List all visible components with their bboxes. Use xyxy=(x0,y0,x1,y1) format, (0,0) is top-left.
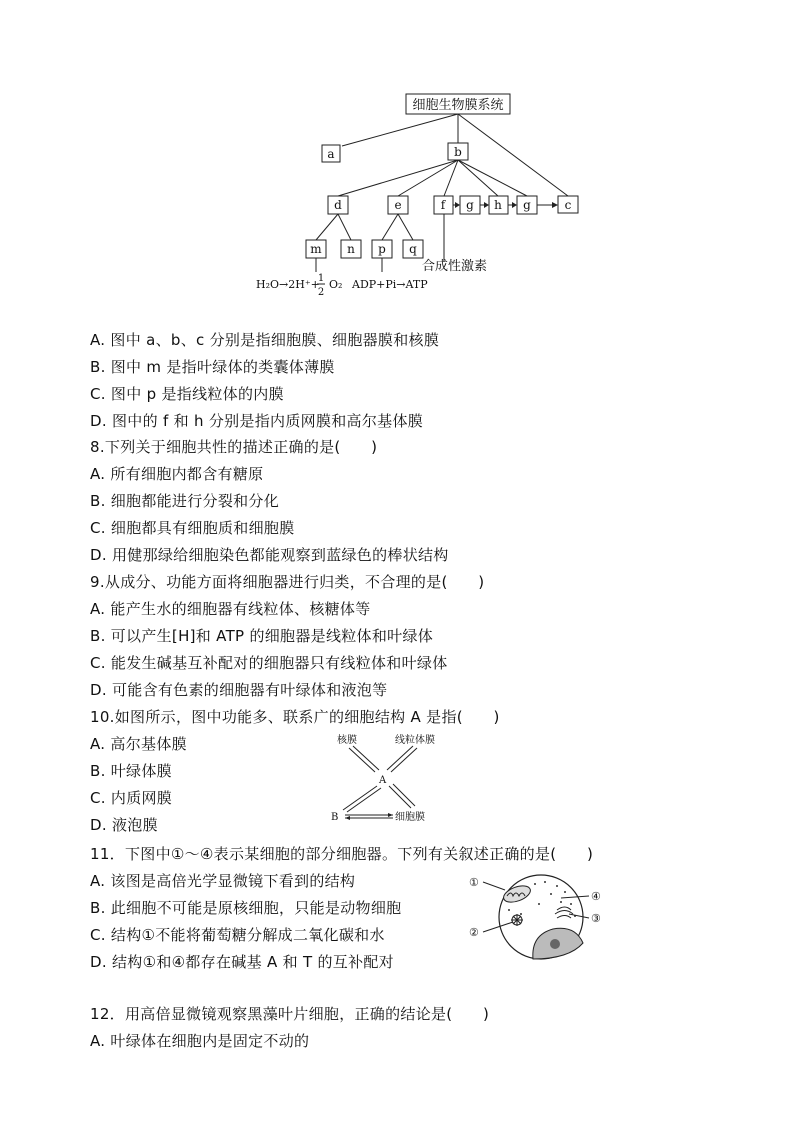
q8-stem: 8.下列关于细胞共性的描述正确的是( ) xyxy=(90,438,378,456)
node-q-label: q xyxy=(409,242,417,256)
node-m-label: m xyxy=(310,242,322,256)
q8-option-d: D. 用健那绿给细胞染色都能观察到蓝绿色的棒状结构 xyxy=(90,546,449,564)
q9-option-c: C. 能发生碱基互补配对的细胞器只有线粒体和叶绿体 xyxy=(90,654,448,672)
q7-option-c: C. 图中 p 是指线粒体的内膜 xyxy=(90,385,284,403)
node-m xyxy=(306,240,326,258)
q10-nuclear-label: 核膜 xyxy=(337,735,357,746)
node-e-label: e xyxy=(394,198,402,212)
q7-option-b: B. 图中 m 是指叶绿体的类囊体薄膜 xyxy=(90,358,335,376)
q10-option-d: D. 液泡膜 xyxy=(90,816,158,834)
q9-stem: 9.从成分、功能方面将细胞器进行归类，不合理的是( ) xyxy=(90,573,485,591)
node-g-first xyxy=(460,196,480,214)
q10-center-label: A xyxy=(379,775,387,786)
q8-option-b: B. 细胞都能进行分裂和分化 xyxy=(90,492,280,510)
node-e xyxy=(388,196,408,214)
q12-option-a: A. 叶绿体在细胞内是固定不动的 xyxy=(90,1032,310,1050)
q8-option-c: C. 细胞都具有细胞质和细胞膜 xyxy=(90,519,295,537)
node-f-label: f xyxy=(440,198,446,212)
node-d-label: d xyxy=(334,198,342,212)
node-h-label: h xyxy=(494,198,502,212)
label-1: ① xyxy=(469,876,479,889)
hormone-label: 合成性激素 xyxy=(422,259,488,274)
node-h xyxy=(489,196,508,214)
oxygen-label: O₂ xyxy=(329,278,343,291)
q7-option-a: A. 图中 a、b、c 分别是指细胞膜、细胞器膜和核膜 xyxy=(90,331,440,349)
node-b-label: b xyxy=(454,145,462,159)
q9-option-b: B. 可以产生[H]和 ATP 的细胞器是线粒体和叶绿体 xyxy=(90,627,434,645)
reaction-p: ADP+Pi→ATP xyxy=(352,278,428,291)
fraction-denominator: 2 xyxy=(317,287,325,298)
q10-cell-label: 细胞膜 xyxy=(395,812,425,823)
q11-option-c: C. 结构①不能将葡萄糖分解成二氧化碳和水 xyxy=(90,926,385,944)
q9-option-a: A. 能产生水的细胞器有线粒体、核糖体等 xyxy=(90,600,371,618)
q11-option-d: D. 结构①和④都存在碱基 A 和 T 的互补配对 xyxy=(90,953,394,971)
node-d xyxy=(328,196,348,214)
node-n-label: n xyxy=(347,242,355,256)
membrane-system-diagram xyxy=(0,0,794,300)
label-3: ③ xyxy=(591,912,601,925)
q8-option-a: A. 所有细胞内都含有糖原 xyxy=(90,465,264,483)
q10-diagram xyxy=(325,730,465,830)
q7-option-d: D. 图中的 f 和 h 分别是指内质网膜和高尔基体膜 xyxy=(90,412,424,430)
q10-option-c: C. 内质网膜 xyxy=(90,789,173,807)
node-c xyxy=(558,196,578,213)
root-node xyxy=(406,94,510,114)
reaction-m-left: H₂O→2H⁺+ xyxy=(256,278,320,291)
node-b xyxy=(448,143,468,160)
label-4: ④ xyxy=(591,890,601,903)
q11-option-a: A. 该图是高倍光学显微镜下看到的结构 xyxy=(90,872,356,890)
node-g-first-label: g xyxy=(466,198,474,212)
node-n xyxy=(341,240,361,258)
fraction-numerator: 1 xyxy=(317,273,325,284)
q10-mito-label: 线粒体膜 xyxy=(395,735,435,746)
node-a xyxy=(322,145,340,162)
node-g-second xyxy=(517,196,537,214)
q11-option-b: B. 此细胞不可能是原核细胞，只能是动物细胞 xyxy=(90,899,402,917)
q10-stem: 10.如图所示，图中功能多、联系广的细胞结构 A 是指( ) xyxy=(90,708,500,726)
node-f xyxy=(434,196,453,214)
q10-option-a: A. 高尔基体膜 xyxy=(90,735,187,753)
q11-stem: 11．下图中①～④表示某细胞的部分细胞器。下列有关叙述正确的是( ) xyxy=(90,845,594,863)
label-2: ② xyxy=(469,926,479,939)
q10-option-b: B. 叶绿体膜 xyxy=(90,762,172,780)
cell-organelle-diagram xyxy=(465,874,615,964)
root-label: 细胞生物膜系统 xyxy=(412,98,504,113)
node-c-label: c xyxy=(564,198,572,212)
node-p-label: p xyxy=(378,242,386,256)
q9-option-d: D. 可能含有色素的细胞器有叶绿体和液泡等 xyxy=(90,681,388,699)
q12-stem: 12．用高倍显微镜观察黑藻叶片细胞，正确的结论是( ) xyxy=(90,1005,490,1023)
q10-b-label: B xyxy=(331,812,339,823)
node-a-label: a xyxy=(327,147,335,161)
node-p xyxy=(372,240,392,258)
node-q xyxy=(403,240,423,258)
node-g-second-label: g xyxy=(523,198,531,212)
